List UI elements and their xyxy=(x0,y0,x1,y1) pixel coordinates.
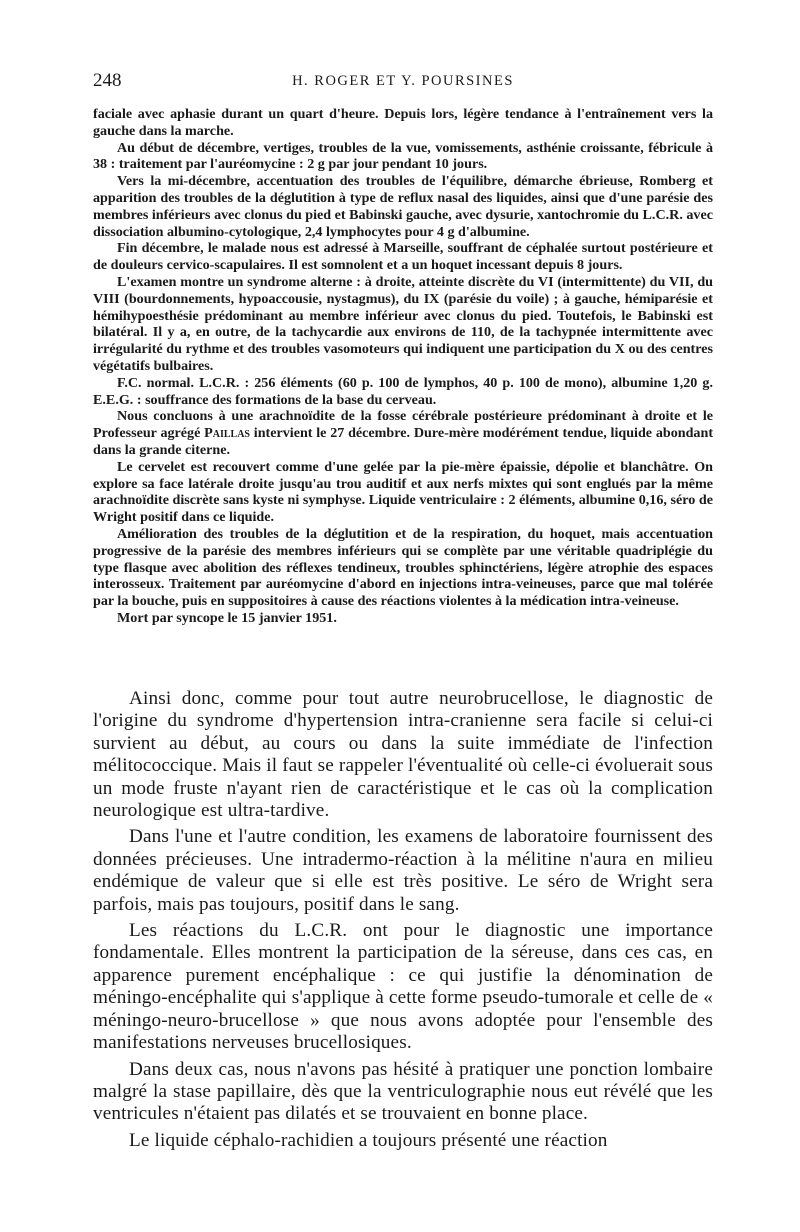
case-paragraph: F.C. normal. L.C.R. : 256 éléments (60 p. 100 de lymphos, 40 p. 100 de mono), albumine 1,20 g. E.E.G. : souffrance des formations de la base du cerveau. xyxy=(93,374,713,408)
body-paragraph: Ainsi donc, comme pour tout autre neurobrucellose, le diagnostic de l'origine du syndrome d'hypertension intra-cranienne sera facile si celui-ci survient au début, au cours ou dans la suite immédiate de l'infection mélitococcique. Mais il faut se rappeler l'éventualité où celle-ci évoluerait sous un mode fruste n'ayant rien de caractéristique et le cas où la complication neurologique est ultra-tardive. xyxy=(93,688,713,822)
case-paragraph: Vers la mi-décembre, accentuation des troubles de l'équilibre, démarche ébrieuse, Romberg et apparition des troubles de la déglutition à type de reflux nasal des liquides, ainsi que d'une parésie des membres inférieurs avec clonus du pied et Babinski gauche, avec dysurie, xantochromie du L.C.R. avec dissociation albumino-cytologique, 2,4 lymphocytes pour 4 g d'albumine. xyxy=(93,173,713,240)
case-paragraph: Au début de décembre, vertiges, troubles de la vue, vomissements, asthénie croissante, fébricule à 38 : traitement par l'auréomycine : 2 g par jour pendant 10 jours. xyxy=(93,139,713,173)
case-text: Nous concluons à une arachnoïdite de la fosse cérébrale postérieure prédominant à droite et le Professeur agrégé xyxy=(93,408,713,442)
case-paragraph xyxy=(93,408,713,458)
case-paragraph: Fin décembre, le malade nous est adressé à Marseille, souffrant de céphalée surtout postérieure et de douleurs cervico-scapulaires. Il est somnolent et a un hoquet incessant depuis 8 jours. xyxy=(93,240,713,274)
body-paragraph: Le liquide céphalo-rachidien a toujours présenté une réaction xyxy=(129,1129,608,1151)
case-paragraph: faciale avec aphasie durant un quart d'heure. Depuis lors, légère tendance à l'entraînement vers la gauche dans la marche. xyxy=(93,106,713,139)
page-number: 248 xyxy=(93,70,122,91)
page-header xyxy=(93,70,713,94)
surgeon-name: Paillas xyxy=(204,425,250,442)
running-head: H. ROGER ET Y. POURSINES xyxy=(292,73,514,89)
case-text: intervient le 27 décembre. Dure-mère modérément tendue, liquide abondant dans la grande citerne. xyxy=(93,425,714,458)
case-report xyxy=(93,106,713,627)
body-paragraph: Dans deux cas, nous n'avons pas hésité à pratiquer une ponction lombaire malgré la stase papillaire, dès que la ventriculographie nous eut révélé que les ventricules n'étaient pas dilatés et se trouvaient en bonne place. xyxy=(93,1058,713,1125)
case-paragraph: Mort par syncope le 15 janvier 1951. xyxy=(117,609,337,626)
body-text xyxy=(93,688,713,1156)
body-paragraph: Les réactions du L.C.R. ont pour le diagnostic une importance fondamentale. Elles montrent la participation de la séreuse, dans ces cas, en apparence purement encéphalique : ce qui justifie la dénomination de méningo-encéphalite qui s'applique à cette forme pseudo-tumorale et celle de « méningo-neuro-brucellose » que nous avons adoptée pour l'ensemble des manifestations nerveuses brucellosiques. xyxy=(93,920,713,1054)
case-paragraph: Le cervelet est recouvert comme d'une gelée par la pie-mère épaissie, dépolie et blanchâtre. On explore sa face latérale droite jusqu'au trou auditif et aux nerfs mixtes qui sont englués par la même arachnoïdite discrète sans kyste ni symphyse. Liquide ventriculaire : 2 éléments, albumine 0,16, séro de Wright positif dans ce liquide. xyxy=(93,458,713,526)
body-paragraph: Dans l'une et l'autre condition, les examens de laboratoire fournissent des données précieuses. Une intradermo-réaction à la mélitine n'aura en milieu endémique de valeur que si elle est très positive. Le séro de Wright sera parfois, mais pas toujours, positif dans le sang. xyxy=(93,826,713,915)
case-paragraph: Amélioration des troubles de la déglutition et de la respiration, du hoquet, mais accentuation progressive de la parésie des membres inférieurs qui se complète par une véritable quadriplégie du type flasque avec abolition des réflexes tendineux, troubles sphinctériens, légère atrophie des espaces interosseux. Traitement par auréomycine d'abord en injections intra-veineuses, parce que mal tolérée par la bouche, puis en suppositoires à cause des réactions violentes à la médication intra-veineuse. xyxy=(93,525,713,610)
case-paragraph: L'examen montre un syndrome alterne : à droite, atteinte discrète du VI (intermittente) du VII, du VIII (bourdonnements, hypoaccousie, nystagmus), du IX (parésie du voile) ; à gauche, hémiparésie et hémihypoesthésie prédominant au membre inférieur avec clonus du pied. Toutefois, le Babinski est bilatéral. Il y a, en outre, de la tachycardie aux environs de 110, de la tachypnée intermittente avec irrégularité du rythme et des troubles vasomoteurs qui indiquent une participation du X ou des centres végétatifs bulbaires. xyxy=(93,273,713,374)
